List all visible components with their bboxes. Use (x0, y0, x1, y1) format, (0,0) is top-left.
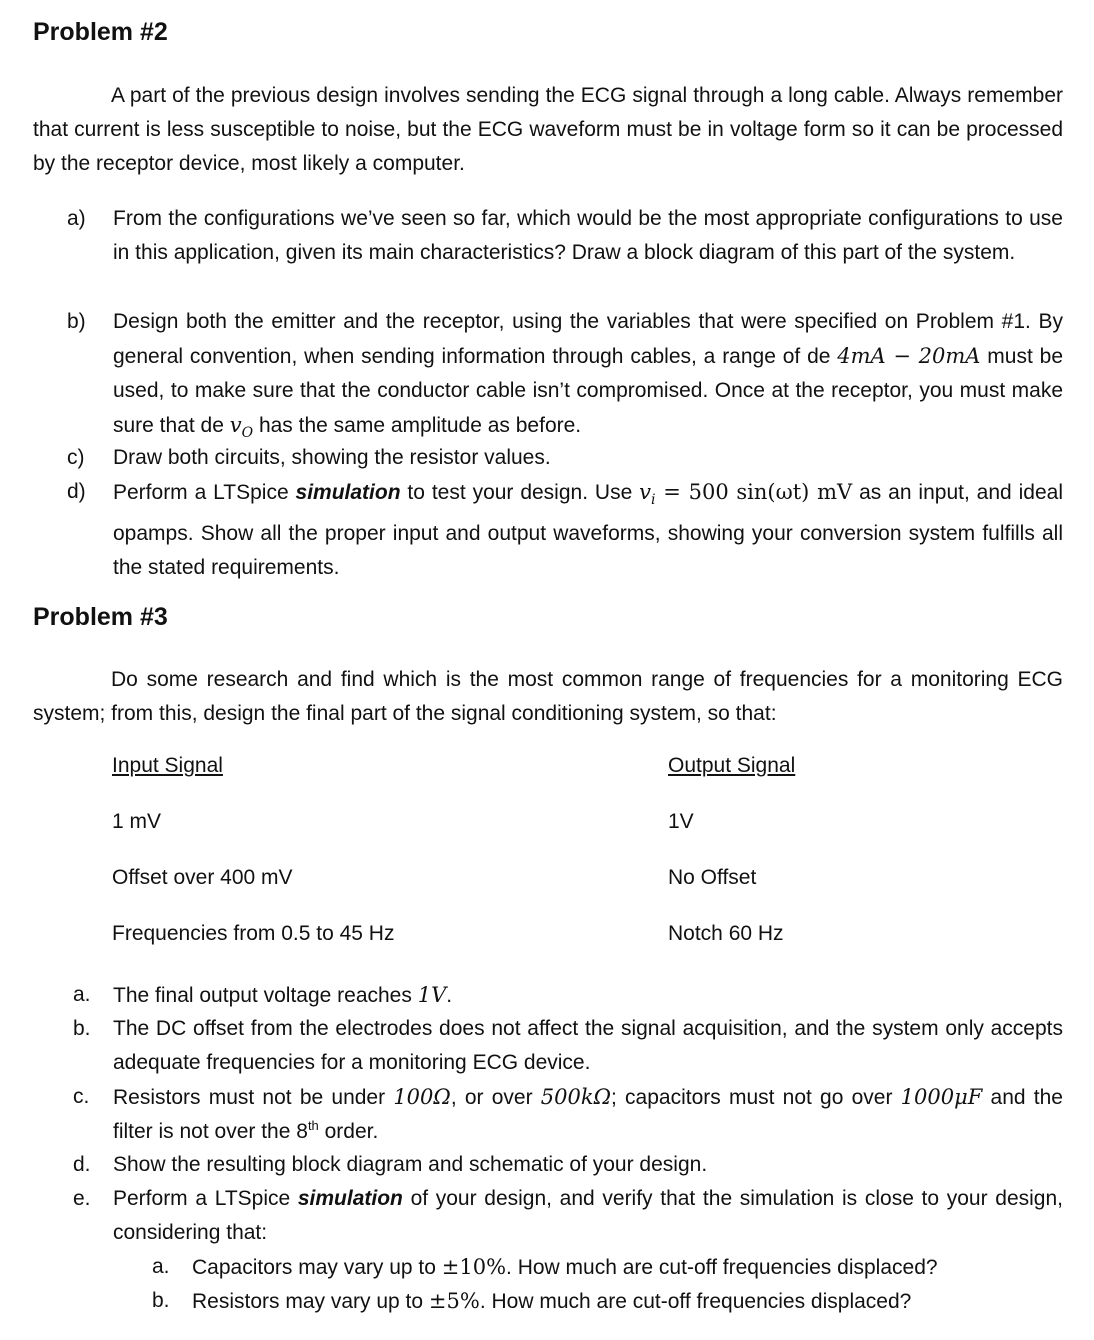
item-marker: b) (67, 310, 86, 333)
item-marker: b. (152, 1289, 170, 1312)
item-marker: e. (73, 1187, 91, 1210)
item-text: The final output voltage reaches 1V. (113, 983, 453, 1007)
problem-2-title: Problem #2 (33, 18, 168, 46)
item-marker: c. (73, 1085, 90, 1108)
table-row-input: 1 mV (112, 810, 162, 833)
item-marker: d) (67, 480, 86, 503)
item-marker: b. (73, 1017, 91, 1040)
item-text: The DC offset from the electrodes does not affect the signal acquisition, and the system only accepts adequate frequencies for a monitoring ECG device. (113, 1017, 1063, 1074)
problem-2-intro: A part of the previous design involves sending the ECG signal through a long cable. Always remember that current is less susceptible to noise, but the ECG waveform must be in voltage form so it can be processed by the receptor device, most likely a computer. (33, 84, 1063, 175)
problem-3-intro: Do some research and find which is the most common range of frequencies for a monitoring ECG system; from this, design the final part of the signal conditioning system, so that: (33, 668, 1063, 725)
item-text: Resistors must not be under 100Ω, or over 500kΩ; capacitors must not go over 1000μF and the filter is not over the 8th order. (113, 1085, 1063, 1143)
item-text: Perform a LTSpice simulation of your design, and verify that the simulation is close to your design, considering that: (113, 1187, 1063, 1244)
item-text: Perform a LTSpice simulation to test your design. Use $v_i = 500$ sin(ωt) mV as an input, and ideal opamps. Show all the proper input and output waveforms, showing your conversion system fulfills all the stated requirements. (113, 480, 1063, 580)
item-marker: a. (73, 983, 91, 1006)
item-text: Design both the emitter and the receptor, using the variables that were specified on Problem #1. By general convention, when sending information through cables, a range of de 4mA − 20mA must be used, to make sure that the conductor cable isn’t compromised. Once at the receptor, you must make sure that de $v_O$ has the same amplitude as before. (113, 310, 1063, 442)
vo-math: v (229, 413, 242, 437)
table-row-input: Frequencies from 0.5 to 45 Hz (112, 922, 395, 945)
table-row-output: Notch 60 Hz (668, 922, 784, 945)
current-range-math: 4mA − 20mA (837, 344, 981, 368)
input-equation: = 500 sin(ωt) mV (655, 480, 853, 504)
item-marker: c) (67, 446, 85, 469)
simulation-emphasis: simulation (295, 481, 401, 504)
item-text: Show the resulting block diagram and schematic of your design. (113, 1153, 708, 1176)
item-text: Draw both circuits, showing the resistor values. (113, 446, 551, 469)
input-signal-header: Input Signal (112, 754, 223, 777)
item-text: Capacitors may vary up to ±10%. How much are cut-off frequencies displaced? (192, 1255, 938, 1279)
vi-math: v (639, 480, 652, 504)
output-signal-header: Output Signal (668, 754, 796, 777)
item-marker: a. (152, 1255, 170, 1278)
item-text: From the configurations we’ve seen so far, which would be the most appropriate configurations to use in this application, given its main characteristics? Draw a block diagram of this part of the system. (113, 207, 1063, 264)
problem-3-title: Problem #3 (33, 603, 168, 631)
item-marker: d. (73, 1153, 91, 1176)
item-text: Resistors may vary up to ±5%. How much are cut-off frequencies displaced? (192, 1289, 912, 1313)
table-row-output: No Offset (668, 866, 757, 889)
item-marker: a) (67, 207, 86, 230)
table-row-input: Offset over 400 mV (112, 866, 293, 889)
table-row-output: 1V (668, 810, 694, 833)
simulation-emphasis: simulation (297, 1187, 403, 1210)
